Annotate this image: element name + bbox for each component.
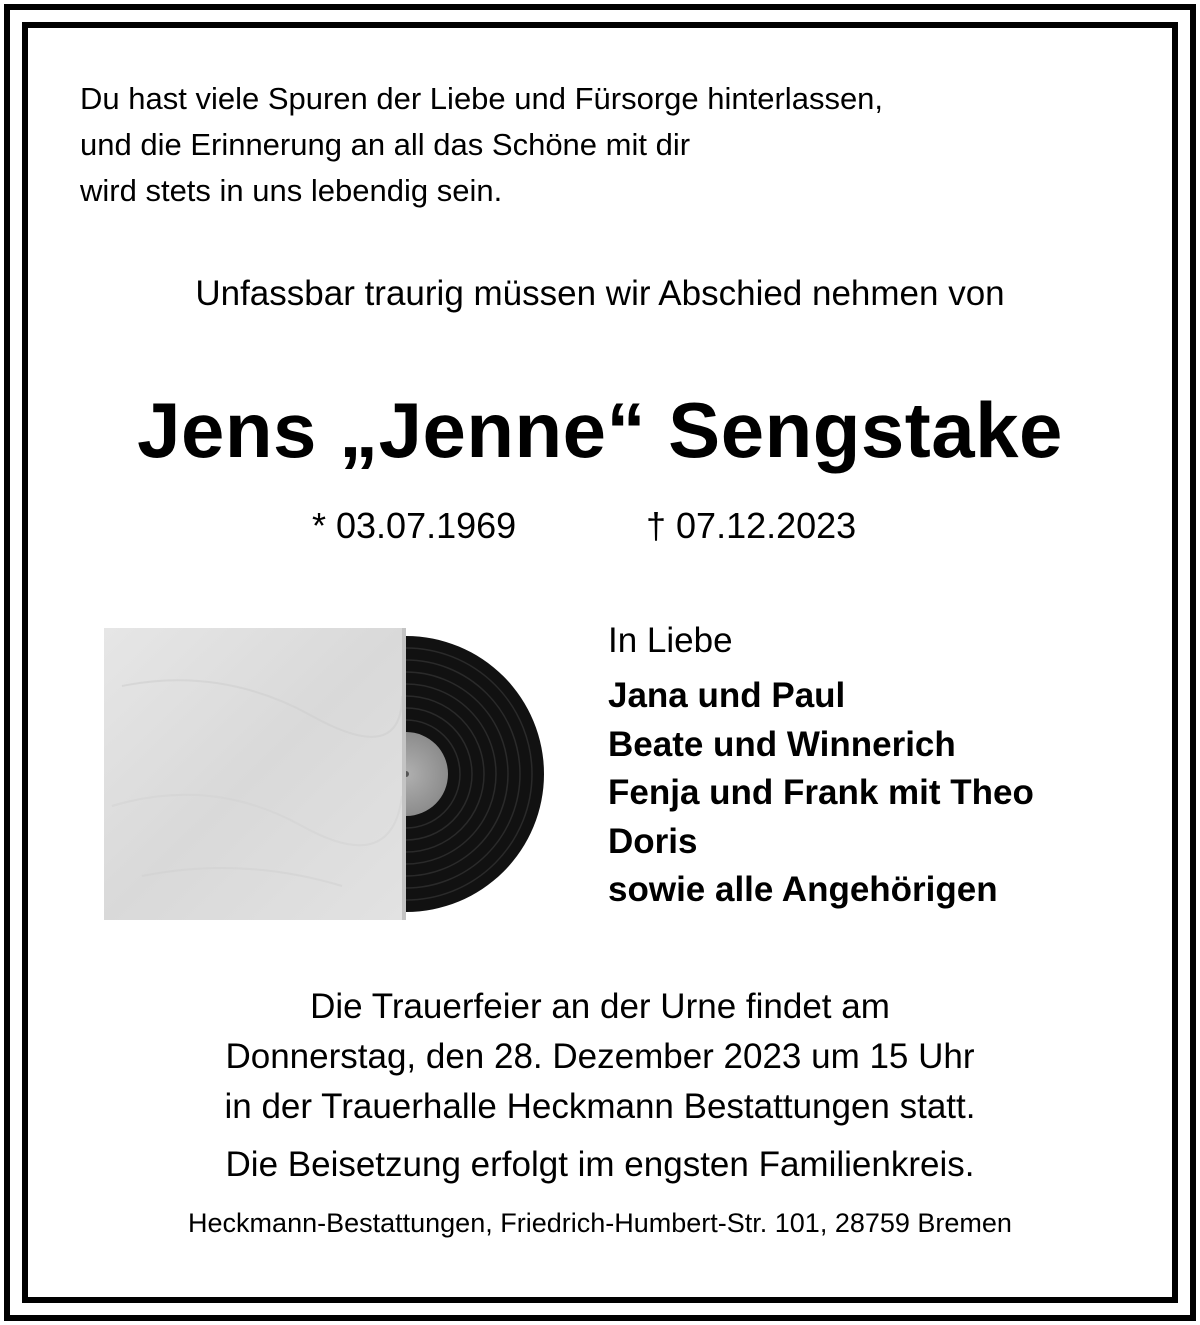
quote-line: wird stets in uns lebendig sein. — [80, 173, 503, 208]
vinyl-record-sleeve-icon — [102, 626, 546, 922]
birth-date: * 03.07.1969 — [312, 505, 517, 546]
ceremony-line: in der Trauerhalle Heckmann Bestattungen statt. — [224, 1087, 976, 1126]
death-date: † 07.12.2023 — [646, 505, 857, 546]
deceased-name: Jens „Jenne“ Sengstake — [137, 386, 1063, 474]
quote-line: und die Erinnerung an all das Schöne mit dir — [80, 127, 691, 162]
mourner-name: Jana und Paul — [608, 676, 846, 715]
record-sleeve — [104, 628, 406, 920]
mourners-list — [608, 672, 1034, 915]
ceremony-line: Die Trauerfeier an der Urne findet am — [310, 987, 890, 1026]
farewell-intro: Unfassbar traurig müssen wir Abschied nehmen von — [195, 274, 1005, 313]
quote-line: Du hast viele Spuren der Liebe und Fürsorge hinterlassen, — [80, 81, 884, 116]
mourner-name: sowie alle Angehörigen — [608, 870, 998, 909]
mourner-name: Doris — [608, 821, 698, 861]
funeral-home-address: Heckmann-Bestattungen, Friedrich-Humbert-Str. 101, 28759 Bremen — [188, 1208, 1012, 1238]
burial-info: Die Beisetzung erfolgt im engsten Familienkreis. — [225, 1145, 975, 1184]
ceremony-info — [0, 982, 1200, 1132]
quote-text — [80, 76, 883, 214]
mourners-intro: In Liebe — [608, 621, 733, 660]
mourner-name: Fenja und Frank mit Theo — [608, 773, 1034, 812]
ceremony-line: Donnerstag, den 28. Dezember 2023 um 15 Uhr — [225, 1037, 975, 1076]
mourner-name: Beate und Winnerich — [608, 724, 956, 764]
